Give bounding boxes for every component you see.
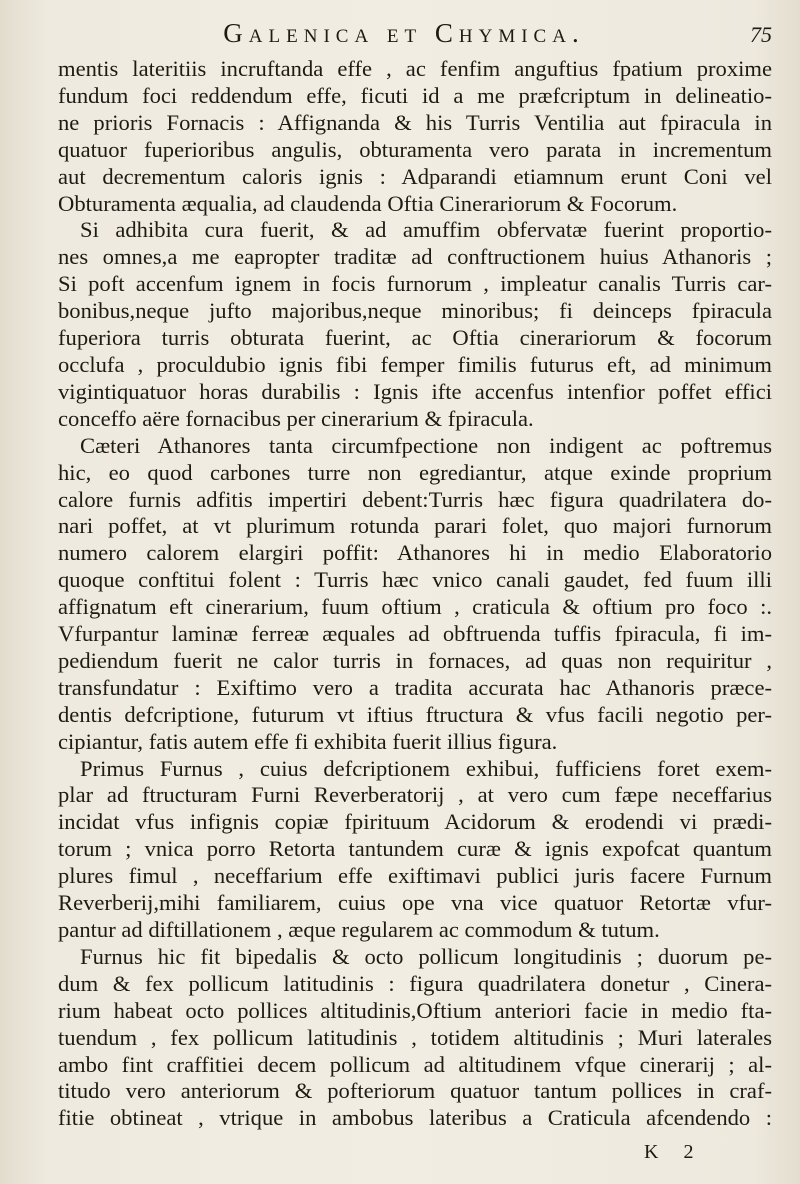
text-line: quatuor fuperioribus angulis, obturamenta vero parata in incrementum	[58, 136, 772, 162]
text-line: plures fimul , neceffarium effe exiftimavi publici juris facere Furnum	[58, 863, 772, 889]
text-line: Vfurpantur laminæ ferreæ æquales ad obftruenda tuffis fpiracula, fi im-	[58, 621, 772, 647]
text-line: cipiantur, fatis autem effe fi exhibita fuerit illius figura.	[58, 728, 558, 754]
text-line: Si poft accenfum ignem in focis furnorum , impleatur canalis Turris car-	[58, 271, 772, 297]
text-line: nari poffet, at vt plurimum rotunda parari folet, quo majori furnorum	[58, 513, 772, 539]
text-line: quoque conftitui folent : Turris hæc vnico canali gaudet, fed fuum illi	[58, 567, 772, 593]
body-text	[58, 56, 772, 1132]
text-line: fuperiora turris obturata fuerint, ac Oftia cinerariorum & focorum	[58, 325, 772, 351]
text-line: bonibus,neque jufto majoribus,neque minoribus; fi deinceps fpiracula	[58, 298, 772, 324]
text-line: fundum foci reddendum effe, ficuti id a me præfcriptum in delineatio-	[58, 82, 772, 108]
text-line: Cæteri Athanores tanta circumfpectione non indigent ac poftremus	[80, 432, 772, 458]
page-number: 75	[750, 22, 772, 47]
text-line: incidat vfus infignis copiæ fpirituum Acidorum & erodendi vi prædi-	[58, 809, 772, 835]
text-line: dentis defcriptione, futurum vt iftius ftructura & vfus facili negotio per-	[58, 701, 772, 727]
text-line: numero calorem elargiri poffit: Athanores hi in medio Elaboratorio	[58, 540, 772, 566]
text-line: vigintiquatuor horas durabilis : Ignis ifte accenfus intenfior poffet effici	[58, 378, 772, 404]
text-line: aut decrementum caloris ignis : Adparandi etiamnum erunt Coni vel	[58, 163, 772, 189]
text-line: titudo vero anteriorum & pofteriorum quatuor tantum pollices in craf-	[58, 1078, 772, 1104]
text-line: plar ad ftructuram Furni Reverberatorij , at vero cum fæpe neceffarius	[58, 782, 772, 808]
text-line: transfundatur : Exiftimo vero a tradita accurata hac Athanoris præce-	[58, 674, 772, 700]
text-line: conceffo aëre fornacibus per cinerarium & fpiracula.	[58, 405, 534, 431]
running-head: Galenica et Chymica.	[223, 18, 585, 48]
text-line: Furnus hic fit bipedalis & octo pollicum longitudinis ; duorum pe-	[80, 943, 772, 969]
text-line: pantur ad diftillationem , æque regularem ac commodum & tutum.	[58, 917, 660, 942]
text-line: Reverberij,mihi familiarem, cuius ope vna vice quatuor Retortæ vfur-	[58, 890, 772, 916]
text-line: ne prioris Fornacis : Affignanda & his Turris Ventilia aut fpiracula in	[58, 109, 772, 135]
text-line: nes omnes,a me eapropter traditæ ad conftructionem huius Athanoris ;	[58, 244, 772, 270]
text-line: rium habeat octo pollices altitudinis,Oftium anteriori facie in medio fta-	[58, 997, 772, 1023]
text-line: torum ; vnica porro Retorta tantundem curæ & ignis expofcat quantum	[58, 836, 772, 862]
text-line: pediendum fuerit ne calor turris in fornaces, ad quas non requiritur ,	[58, 647, 772, 673]
page-header	[58, 18, 772, 54]
text-line: ambo fint craffitiei decem pollicum ad altitudinem vfque cinerarij ; al-	[58, 1051, 772, 1077]
signature-mark: K 2	[644, 1141, 704, 1163]
text-line: Primus Furnus , cuius defcriptionem exhibui, fufficiens foret exem-	[80, 755, 772, 781]
text-line: calore furnis adfitis impertiri debent:Turris hæc figura quadrilatera do-	[58, 486, 772, 512]
text-line: tuendum , fex pollicum latitudinis , totidem altitudinis ; Muri laterales	[58, 1024, 772, 1050]
text-line: fitie obtineat , vtrique in ambobus lateribus a Craticula afcendendo :	[58, 1105, 772, 1131]
text-line: dum & fex pollicum latitudinis : figura quadrilatera donetur , Cinera-	[58, 970, 772, 996]
text-line: hic, eo quod carbones turre non egrediantur, atque exinde proprium	[58, 459, 772, 485]
text-line: mentis lateritiis incruftanda effe , ac fenfim anguftius fpatium proxime	[58, 56, 772, 81]
text-line: Obturamenta æqualia, ad claudenda Oftia Cinerariorum & Focorum.	[58, 190, 678, 216]
text-line: Si adhibita cura fuerit, & ad amuffim obfervatæ fuerint proportio-	[80, 217, 772, 243]
text-line: affignatum eft cinerarium, fuum oftium , craticula & oftium pro foco :.	[58, 594, 772, 620]
text-line: occlufa , proculdubio ignis fibi femper fimilis futurus eft, ad minimum	[58, 351, 772, 377]
